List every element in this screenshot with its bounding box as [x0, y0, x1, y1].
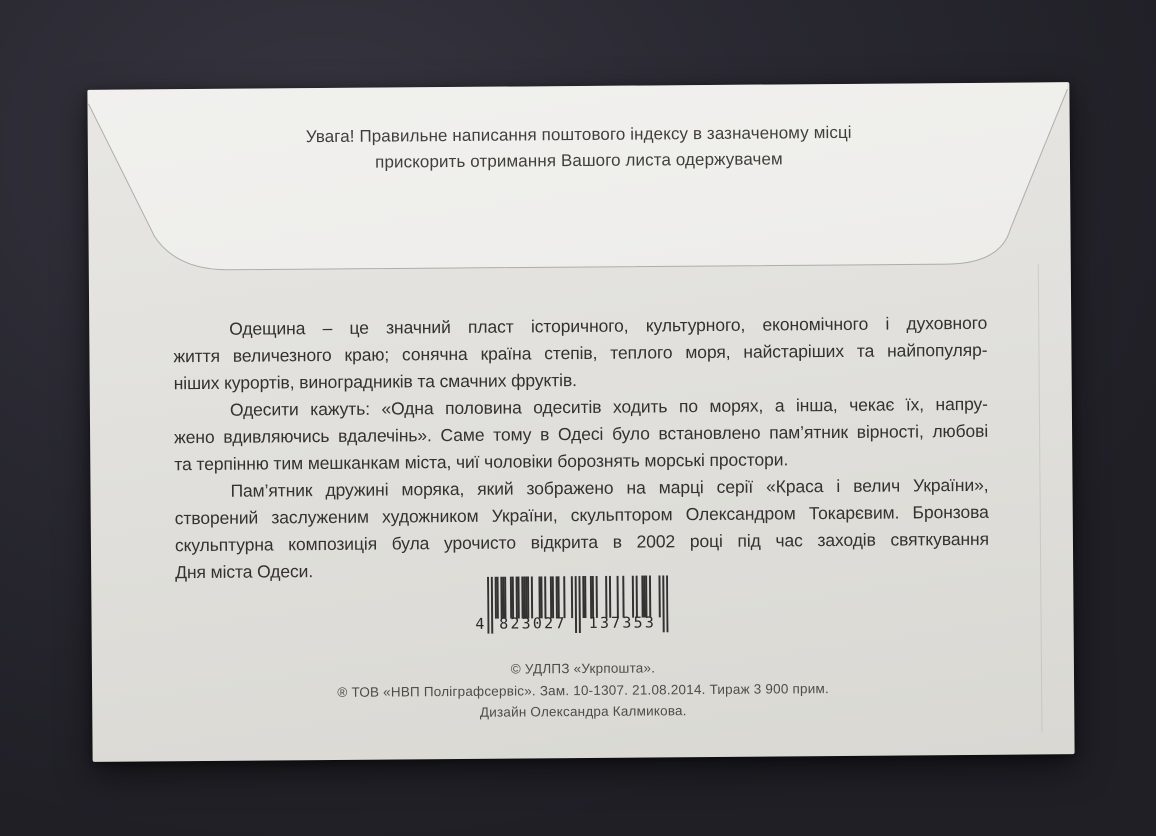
imprint-line: ® ТОВ «НВП Поліграфсервіс». Зам. 10-1307. 21.08.2014. Тираж 3 900 прим.: [337, 680, 829, 700]
paragraph-line: створений заслуженим художником України, скульптором Олександром Токарєвим. Бронзова: [174, 501, 989, 529]
barcode-digit-group: 823027: [499, 614, 567, 633]
paragraph-line: Дня міста Одеси.: [175, 561, 314, 583]
barcode-digit-group: 137353: [588, 613, 657, 632]
imprint-line: Дизайн Олександра Калмикова.: [479, 703, 687, 720]
paragraph-line: ніших курортів, виноградників та смачних фруктів.: [173, 370, 577, 394]
paragraph-line: скульптурна композиція була урочисто відкрита в 2002 році під час заходів святкування: [174, 528, 990, 556]
paragraph-line: Одесити кажуть: «Одна половина одеситів ходить по морях, а інша, чекає їх, напру-: [229, 393, 988, 420]
paragraph-line: та терпінню тим мешканкам міста, чиї чоловіки борознять морські простори.: [174, 449, 789, 475]
descriptive-text: [173, 310, 989, 586]
envelope-flap-outline: [87, 82, 1071, 290]
imprint-line: © УДЛПЗ «Укрпошта».: [510, 660, 656, 677]
postal-index-notice: Увага! Правильне написання поштового індексу в зазначеному місці прискорить отримання Вашого листа одержувачем: [305, 122, 852, 172]
barcode-number: [473, 613, 668, 635]
barcode: [473, 575, 669, 649]
paragraph-line: Пам’ятник дружині моряка, який зображено на марці серії «Краса і велич України»,: [230, 474, 989, 501]
envelope-back: [87, 82, 1074, 762]
barcode-digit-group: 4: [475, 614, 485, 633]
publisher-imprint: [92, 654, 1074, 726]
paragraph-line: життя величезного краю; сонячна країна степів, теплого моря, найстаріших та найпопуляр-: [173, 339, 988, 367]
paragraph-line: жено вдивляючись вдалечінь». Саме тому в Одесі було встановлено пам’ятник вірності, любові: [174, 420, 989, 448]
paragraph-line: Одещина – це значний пласт історичного, культурного, економічного і духовного: [229, 312, 988, 339]
